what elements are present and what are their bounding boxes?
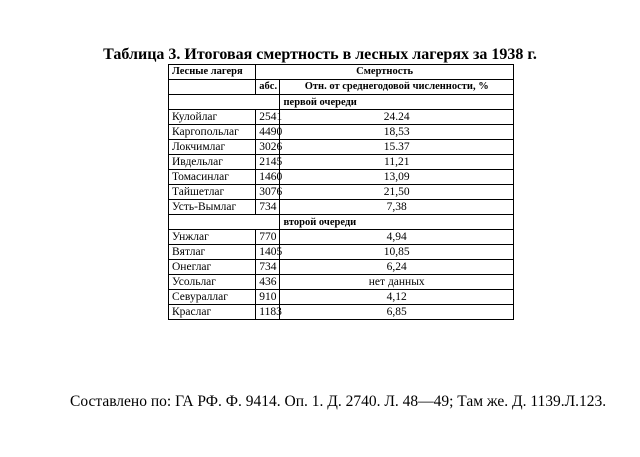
camp-name-cell: Кулойлаг: [169, 110, 256, 125]
table-row: [169, 305, 514, 320]
relative-value-cell: 10,85: [280, 245, 514, 260]
camp-name-cell: Локчимлаг: [169, 140, 256, 155]
section-row: [169, 95, 514, 110]
abs-count-cell: 2145: [256, 155, 280, 170]
relative-value-cell: 24.24: [280, 110, 514, 125]
abs-count-cell: 770: [256, 230, 280, 245]
header-camps: Лесные лагеря: [169, 65, 256, 80]
relative-value-cell: нет данных: [280, 275, 514, 290]
table-row: [169, 155, 514, 170]
abs-count-cell: 734: [256, 260, 280, 275]
table-row: [169, 275, 514, 290]
camp-name-cell: Ивдельлаг: [169, 155, 256, 170]
camp-name-cell: Севураллаг: [169, 290, 256, 305]
relative-value-cell: 4,94: [280, 230, 514, 245]
source-note: Составлено по: ГА РФ. Ф. 9414. Оп. 1. Д. 2740. Л. 48—49; Там же. Д. 1139.Л.123.: [70, 393, 607, 410]
header-camps-cont: [169, 80, 256, 95]
table-row: [169, 290, 514, 305]
camp-name-cell: Каргопольлаг: [169, 125, 256, 140]
section-spacer: [169, 215, 280, 230]
relative-value-cell: 21,50: [280, 185, 514, 200]
section-label: первой очереди: [280, 95, 514, 110]
section-spacer: [169, 95, 280, 110]
table-row: [169, 140, 514, 155]
abs-count-cell: 1405: [256, 245, 280, 260]
table-row: [169, 185, 514, 200]
abs-count-cell: 1460: [256, 170, 280, 185]
table-row: [169, 260, 514, 275]
header-abs: абс.: [256, 80, 280, 95]
table-title: Таблица 3. Итоговая смертность в лесных лагерях за 1938 г.: [103, 46, 537, 63]
abs-count-cell: 436: [256, 275, 280, 290]
camp-name-cell: Усть-Вымлаг: [169, 200, 256, 215]
abs-count-cell: 2541: [256, 110, 280, 125]
header-relative: Отн. от среднегодовой численности, %: [280, 80, 514, 95]
relative-value-cell: 11,21: [280, 155, 514, 170]
camp-name-cell: Краслаг: [169, 305, 256, 320]
camp-name-cell: Онеглаг: [169, 260, 256, 275]
section-row: [169, 215, 514, 230]
abs-count-cell: 910: [256, 290, 280, 305]
table-row: [169, 110, 514, 125]
camp-name-cell: Вятлаг: [169, 245, 256, 260]
camp-name-cell: Томасинлаг: [169, 170, 256, 185]
abs-count-cell: 734: [256, 200, 280, 215]
table-row: [169, 200, 514, 215]
relative-value-cell: 15.37: [280, 140, 514, 155]
camp-name-cell: Усольлаг: [169, 275, 256, 290]
relative-value-cell: 7,38: [280, 200, 514, 215]
table-row: [169, 230, 514, 245]
abs-count-cell: 3026: [256, 140, 280, 155]
header-mortality: Смертность: [256, 65, 514, 80]
table-row: [169, 170, 514, 185]
relative-value-cell: 6,85: [280, 305, 514, 320]
abs-count-cell: 3076: [256, 185, 280, 200]
relative-value-cell: 6,24: [280, 260, 514, 275]
relative-value-cell: 4,12: [280, 290, 514, 305]
table-row: [169, 245, 514, 260]
camp-name-cell: Тайшетлаг: [169, 185, 256, 200]
section-label: второй очереди: [280, 215, 514, 230]
relative-value-cell: 18,53: [280, 125, 514, 140]
table-row: [169, 125, 514, 140]
mortality-table: [168, 64, 514, 320]
abs-count-cell: 4490: [256, 125, 280, 140]
relative-value-cell: 13,09: [280, 170, 514, 185]
camp-name-cell: Унжлаг: [169, 230, 256, 245]
abs-count-cell: 1183: [256, 305, 280, 320]
